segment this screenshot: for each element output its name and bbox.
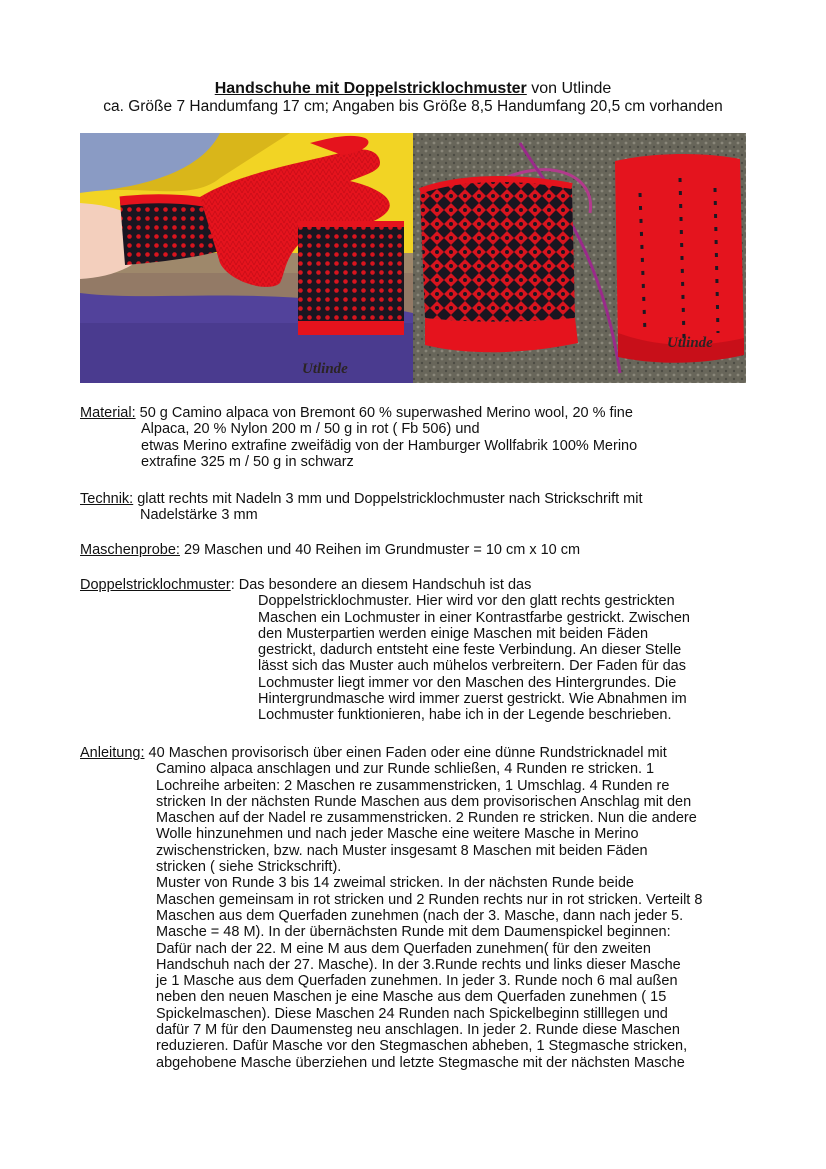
material-line-4: extrafine 325 m / 50 g in schwarz [141,453,354,470]
material-lines [141,421,637,470]
author-text: von Utlinde [531,80,612,97]
anleitung-line: Wolle hinzunehmen und nach jeder Masche eine weitere Masche in Merino [156,826,639,843]
anleitung-lines [156,761,702,1071]
material-line-1: 50 g Camino alpaca von Bremont 60 % superwashed Merino wool, 20 % fine [139,405,633,421]
anleitung-line: stricken In der nächsten Runde Maschen aus dem provisorischen Anschlag mit den [156,793,692,810]
anleitung-label: Anleitung: [80,745,145,761]
doppel-line: Hintergrundmasche wird immer zuerst gestrickt. Wie Abnahmen im [258,691,687,708]
page-title: Handschuhe mit Doppelstricklochmuster [214,80,527,97]
technik-lines [140,507,258,523]
watermark-right: Utlinde [667,335,713,351]
doppel-label: Doppelstricklochmuster [80,577,231,593]
doppel-line: Doppelstricklochmuster. Hier wird vor den glatt rechts gestrickten [258,593,675,610]
doppel-line: lässt sich das Muster auch mühelos verbreitern. Der Faden für das [258,658,686,675]
anleitung-section [80,745,667,761]
technik-line-1: glatt rechts mit Nadeln 3 mm und Doppelstricklochmuster nach Strickschrift mit [137,491,643,507]
technik-section [80,491,643,507]
anleitung-line: zwischenstricken, bzw. nach Muster insgesamt 8 Maschen mit beiden Fäden [156,842,648,859]
anleitung-line: Lochreihe arbeiten: 2 Maschen re zusammenstricken, 1 Umschlag. 4 Runden re [156,777,670,794]
anleitung-first-line: 40 Maschen provisorisch über einen Faden oder eine dünne Rundstricknadel mit [148,745,667,761]
anleitung-line: Spickelmaschen). Diese Maschen 24 Runden nach Spickelbeginn stilllegen und [156,1005,668,1022]
photo-illustration [80,133,746,383]
doppel-line: Lochmuster liegt immer vor den Maschen des Hintergrundes. Die [258,674,677,691]
anleitung-line: Muster von Runde 3 bis 14 zweimal stricken. In der nächsten Runde beide [156,875,634,892]
maschenprobe-section [80,542,580,558]
title-line [0,79,826,98]
doppel-line: gestrickt, dadurch entsteht eine feste Verbindung. An dieser Stelle [258,642,682,659]
doppel-line: den Musterpartien werden einige Maschen mit beiden Fäden [258,625,649,642]
material-label: Material: [80,405,136,421]
anleitung-line: neben den neuen Maschen je eine Masche aus dem Querfaden zunehmen ( 15 [156,989,667,1006]
anleitung-line: abgehobene Masche überziehen und letzte Stegmasche mit der nächsten Masche [156,1054,685,1071]
material-section [80,405,633,421]
doppel-lines [258,593,690,723]
doppel-first-line: : Das besondere an diesem Handschuh ist das [230,577,532,593]
anleitung-line: Maschen auf der Nadel re zusammenstricken. 2 Runden re stricken. Nun die andere [156,810,697,827]
anleitung-line: Maschen gemeinsam in rot stricken und 2 Runden rechts nur in rot stricken. Verteilt 8 [156,891,703,908]
anleitung-line: reduzieren. Dafür Masche vor den Stegmaschen abheben, 1 Stegmasche stricken, [156,1038,688,1055]
doppel-line: Maschen ein Lochmuster in einer Kontrastfarbe gestrickt. Zwischen [258,609,690,626]
anleitung-line: Maschen aus dem Querfaden zunehmen (nach der 3. Masche, dann nach jeder 5. [156,907,684,924]
anleitung-line: je 1 Masche aus dem Querfaden zunehmen. In jeder 3. Runde noch 6 mal außen [156,973,678,990]
watermark-left: Utlinde [302,361,348,377]
maschenprobe-label: Maschenprobe: [80,542,180,558]
gloves-photo [80,133,746,383]
anleitung-line: Camino alpaca anschlagen und zur Runde schließen, 4 Runden re stricken. 1 [156,761,655,778]
technik-label: Technik: [80,491,134,507]
maschenprobe-text: 29 Maschen und 40 Reihen im Grundmuster = 10 cm x 10 cm [183,542,581,558]
technik-line-2: Nadelstärke 3 mm [140,507,258,524]
anleitung-line: Dafür nach der 22. M eine M aus dem Querfaden zunehmen( für den zweiten [156,940,651,957]
size-subtitle: ca. Größe 7 Handumfang 17 cm; Angaben bis Größe 8,5 Handumfang 20,5 cm vorhanden [103,98,723,115]
anleitung-line: stricken ( siehe Strickschrift). [156,859,342,876]
material-line-2: Alpaca, 20 % Nylon 200 m / 50 g in rot ( Fb 506) und [141,421,480,438]
doppel-line: Lochmuster funktionieren, habe ich in der Legende beschrieben. [258,707,672,724]
doppel-section [80,577,531,593]
anleitung-line: Masche = 48 M). In der übernächsten Runde mit dem Daumenspickel beginnen: [156,924,671,941]
anleitung-line: dafür 7 M für den Daumensteg neu anschlagen. In jeder 2. Runde diese Maschen [156,1022,680,1039]
anleitung-line: Handschuh nach der 27. Masche). In der 3.Runde rechts und links dieser Masche [156,956,681,973]
material-line-3: etwas Merino extrafine zweifädig von der Hamburger Wollfabrik 100% Merino [141,437,638,454]
